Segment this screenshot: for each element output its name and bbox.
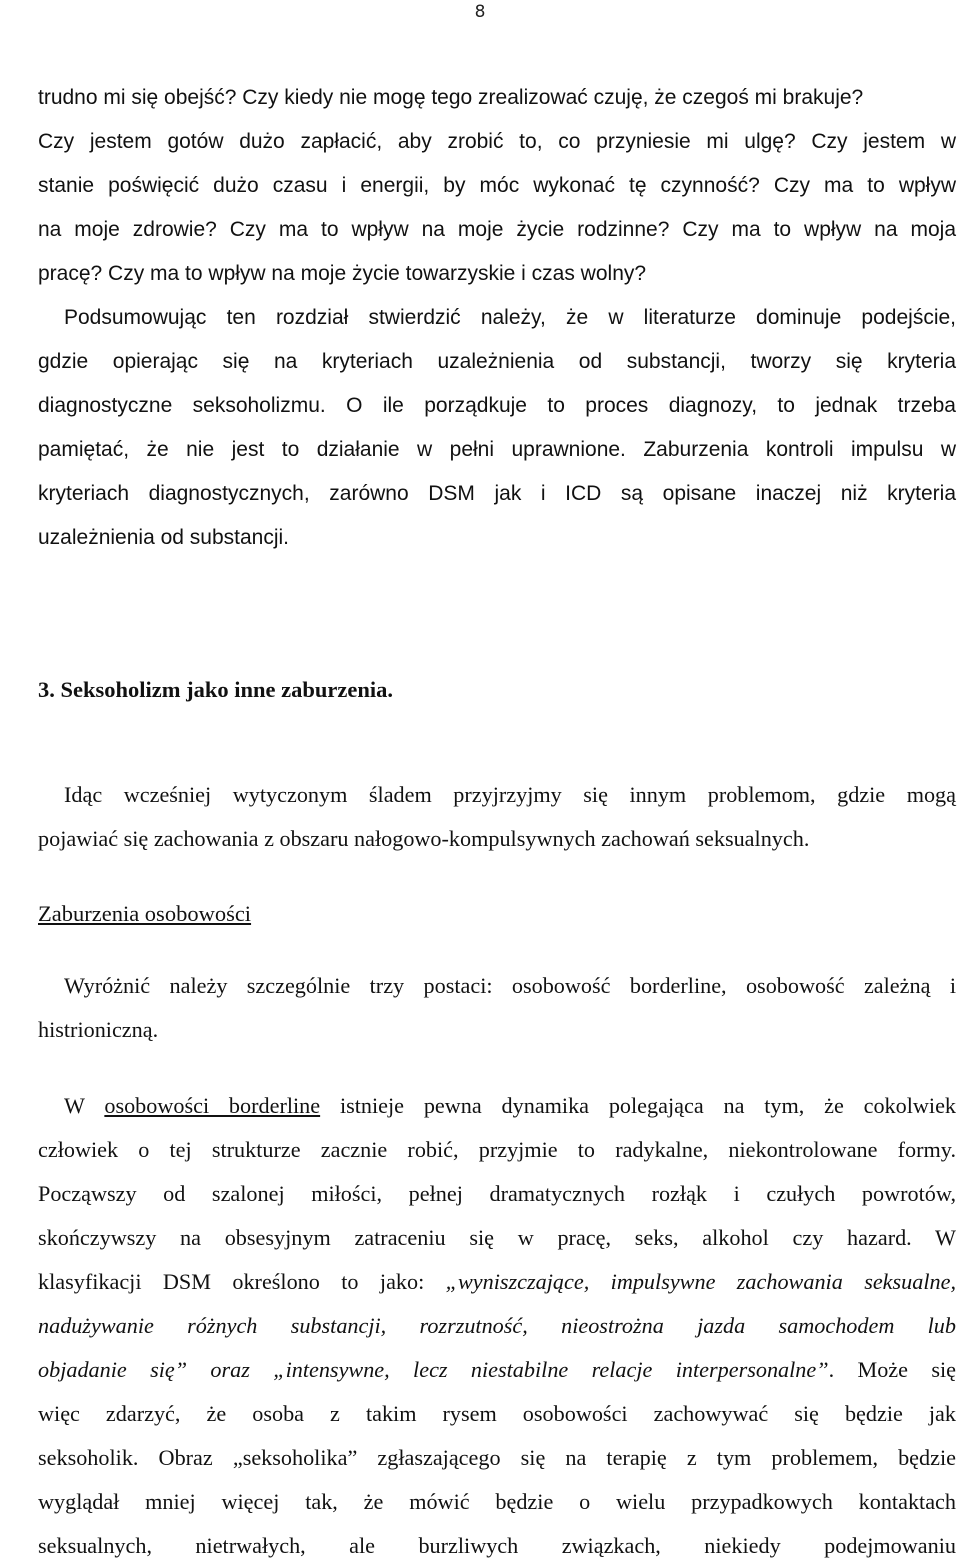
p5-line-2: człowiek o tej strukturze zacznie robić, przyjmie to radykalne, niekontrolowane formy. <box>38 1137 956 1162</box>
p5-line-11: seksualnych, nietrwałych, ale burzliwych związkach, niekiedy podejmowaniu <box>38 1533 956 1558</box>
p1-line-2: Czy jestem gotów dużo zapłacić, aby zrobić to, co przyniesie mi ulgę? Czy jestem w <box>38 130 956 153</box>
p4-line-1: Wyróżnić należy szczególnie trzy postaci: osobowość borderline, osobowość zależną i <box>64 973 956 998</box>
p5-line-7 <box>38 1355 956 1385</box>
dsm-quote-start: „wyniszczające, impulsywne zachowania seksualne, <box>445 1269 956 1294</box>
p5-word-w: W <box>64 1093 85 1118</box>
p1-line-5: pracę? Czy ma to wpływ na moje życie towarzyskie i czas wolny? <box>38 262 647 285</box>
p5-line-5 <box>38 1267 956 1297</box>
p2-line-5: kryteriach diagnostycznych, zarówno DSM jak i ICD są opisane inaczej niż kryteria <box>38 482 956 505</box>
p4-line-2: histrioniczną. <box>38 1017 159 1042</box>
p5-line-5-start: klasyfikacji DSM określono to jako: <box>38 1269 425 1294</box>
p2-line-1: Podsumowując ten rozdział stwierdzić należy, że w literaturze dominuje podejście, <box>64 306 956 329</box>
dsm-quote-end: objadanie się” oraz „intensywne, lecz niestabilne relacje interpersonalne” <box>38 1357 829 1382</box>
p2-line-4: pamiętać, że nie jest to działanie w pełni uprawnione. Zaburzenia kontroli impulsu w <box>38 438 956 461</box>
p5-line-9: seksoholik. Obraz „seksoholika” zgłaszającego się na terapię z tym problemem, będzie <box>38 1445 956 1470</box>
p5-line-10: wyglądał mniej więcej tak, że mówić będzie o wielu przypadkowych kontaktach <box>38 1489 956 1514</box>
p5-line-3: Począwszy od szalonej miłości, pełnej dramatycznych rozłąk i czułych powrotów, <box>38 1181 956 1206</box>
p5-line-4: skończywszy na obsesyjnym zatraceniu się w pracę, seks, alkohol czy hazard. W <box>38 1225 956 1250</box>
p5-line-1 <box>64 1091 956 1121</box>
p2-line-3: diagnostyczne seksoholizmu. O ile porządkuje to proces diagnozy, to jednak trzeba <box>38 394 956 417</box>
p3-line-1: Idąc wcześniej wytyczonym śladem przyjrzyjmy się innym problemom, gdzie mogą <box>64 782 956 807</box>
borderline-underlined-term: osobowości borderline <box>104 1093 321 1118</box>
p5-line-7-rest: . Może się <box>828 1357 956 1382</box>
section-heading: 3. Seksoholizm jako inne zaburzenia. <box>38 677 394 702</box>
p5-line-8: więc zdarzyć, że osoba z takim rysem osobowości zachowywać się będzie jak <box>38 1401 956 1426</box>
p5-line-1-rest: istnieje pewna dynamika polegająca na tym, że cokolwiek <box>339 1093 957 1118</box>
p2-line-6: uzależnienia od substancji. <box>38 526 289 549</box>
p5-line-6: nadużywanie różnych substancji, rozrzutność, nieostrożna jazda samochodem lub <box>38 1313 956 1338</box>
p1-line-1: trudno mi się obejść? Czy kiedy nie mogę tego zrealizować czuję, że czegoś mi brakuje? <box>38 86 864 109</box>
p3-line-2: pojawiać się zachowania z obszaru nałogowo-kompulsywnych zachowań seksualnych. <box>38 826 810 851</box>
p1-line-3: stanie poświęcić dużo czasu i energii, by móc wykonać tę czynność? Czy ma to wpływ <box>38 174 956 197</box>
subheading-personality-disorders: Zaburzenia osobowości <box>38 901 252 926</box>
p1-line-4: na moje zdrowie? Czy ma to wpływ na moje życie rodzinne? Czy ma to wpływ na moja <box>38 218 956 241</box>
page-number: 8 <box>474 2 486 22</box>
p2-line-2: gdzie opierając się na kryteriach uzależnienia od substancji, tworzy się kryteria <box>38 350 956 373</box>
